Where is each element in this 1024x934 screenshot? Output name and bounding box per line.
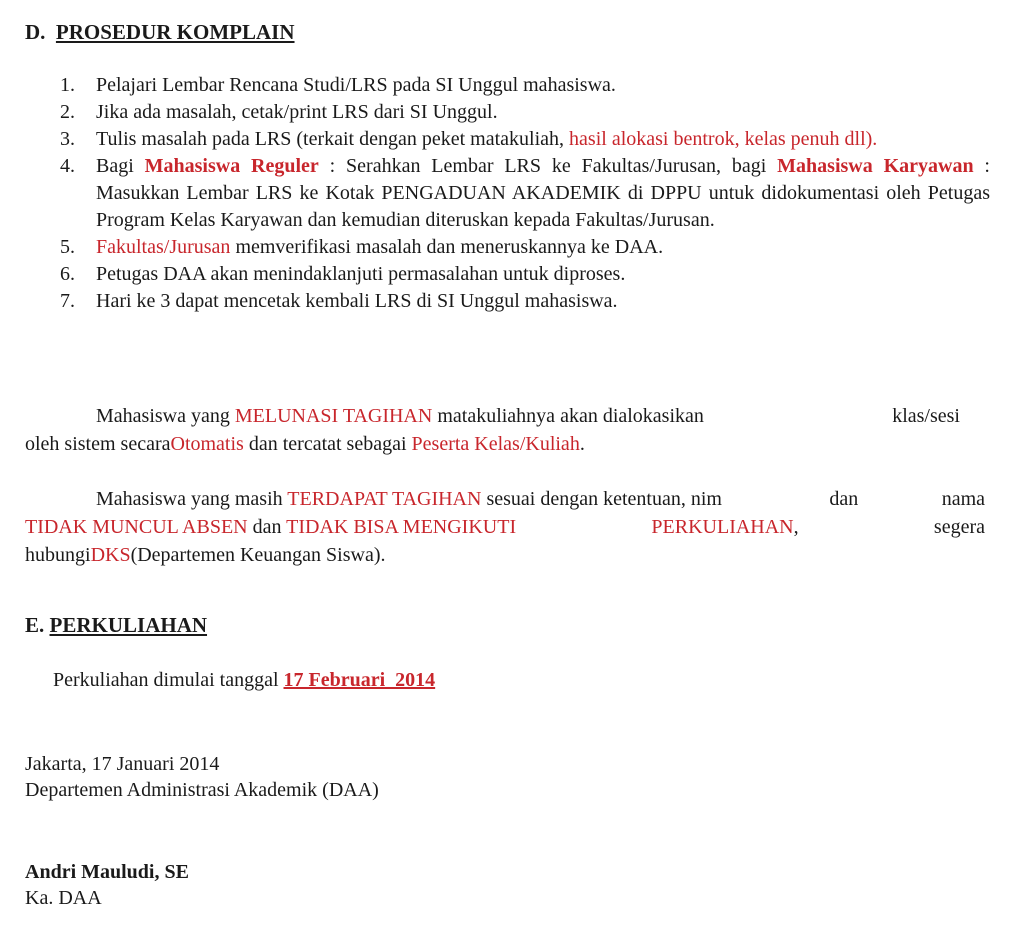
outstanding-bill-paragraph bbox=[25, 485, 985, 569]
paragraph-text: , bbox=[793, 516, 799, 538]
paragraph-line bbox=[25, 430, 985, 458]
section-d-letter: D. bbox=[25, 20, 46, 44]
paragraph-text: dan tercatat sebagai bbox=[248, 433, 407, 455]
regular-student-label: Mahasiswa Reguler bbox=[144, 155, 319, 177]
list-item-text: Hari ke 3 dapat mencetak kembali LRS di SI Unggul mahasiswa. bbox=[96, 290, 618, 312]
paragraph-segment bbox=[651, 513, 798, 541]
paragraph-text: oleh sistem secara bbox=[25, 433, 171, 455]
paid-tuition-highlight: MELUNASI TAGIHAN bbox=[234, 405, 433, 427]
place-date: Jakarta, 17 Januari 2014 bbox=[25, 753, 220, 775]
list-item bbox=[60, 234, 990, 261]
paragraph-segment bbox=[25, 513, 516, 541]
list-item-text: Petugas DAA akan menindaklanjuti permasalahan untuk diproses. bbox=[96, 263, 626, 285]
section-e-heading bbox=[25, 613, 207, 638]
cannot-attend-highlight: TIDAK BISA MENGIKUTI bbox=[286, 516, 517, 538]
list-item bbox=[60, 126, 990, 153]
paragraph-text: dan bbox=[247, 516, 287, 538]
paragraph-line bbox=[25, 402, 985, 430]
list-item-highlight: hasil alokasi bentrok, kelas penuh dll). bbox=[569, 128, 878, 150]
paragraph-text: Mahasiswa yang masih bbox=[96, 488, 288, 510]
list-item-text: Tulis masalah pada LRS (terkait dengan peket matakuliah, bbox=[96, 128, 570, 150]
list-item-number: 4. bbox=[60, 155, 75, 177]
list-item-text: Jika ada masalah, cetak/print LRS dari SI Unggul. bbox=[96, 101, 498, 123]
paragraph-text: hubungi bbox=[25, 544, 91, 566]
paragraph-text: (Departemen Keuangan Siswa). bbox=[130, 544, 386, 566]
paragraph-text: dan bbox=[829, 488, 859, 510]
paid-tuition-paragraph bbox=[25, 402, 985, 458]
list-item-highlight: Fakultas/Jurusan bbox=[96, 236, 231, 258]
lecture-highlight: PERKULIAHAN bbox=[651, 516, 794, 538]
paragraph-text: matakuliahnya akan dialokasikan bbox=[432, 405, 704, 427]
list-item-text: Bagi bbox=[96, 155, 145, 177]
section-d-title: PROSEDUR KOMPLAIN bbox=[55, 20, 295, 44]
list-item-number: 1. bbox=[60, 74, 75, 96]
paragraph-line bbox=[25, 485, 985, 513]
outstanding-bill-highlight: TERDAPAT TAGIHAN bbox=[287, 488, 482, 510]
list-item-number: 7. bbox=[60, 290, 75, 312]
paragraph-line bbox=[25, 541, 985, 569]
class-participant-highlight: Peserta Kelas/Kuliah bbox=[411, 433, 580, 455]
section-e-letter: E. bbox=[25, 613, 45, 637]
lecture-start-line bbox=[53, 669, 435, 692]
paragraph-text: Mahasiswa yang bbox=[96, 405, 235, 427]
lecture-start-date: 17 Februari 2014 bbox=[283, 669, 436, 691]
list-item bbox=[60, 99, 990, 126]
paragraph-text: klas/sesi bbox=[892, 405, 960, 427]
list-item-number: 6. bbox=[60, 263, 75, 285]
list-item bbox=[60, 153, 990, 234]
list-item bbox=[60, 261, 990, 288]
signatory-name: Andri Mauludi, SE bbox=[25, 861, 189, 883]
list-item-text: memverifikasi masalah dan meneruskannya ke DAA. bbox=[230, 236, 664, 258]
dks-highlight: DKS bbox=[90, 544, 131, 566]
lecture-start-text: Perkuliahan dimulai tanggal bbox=[53, 669, 284, 691]
automatic-highlight: Otomatis bbox=[170, 433, 244, 455]
complaint-procedure-list bbox=[60, 72, 990, 315]
paragraph-text: sesuai dengan ketentuan, nim bbox=[481, 488, 722, 510]
employee-student-label: Mahasiswa Karyawan bbox=[777, 155, 974, 177]
list-item bbox=[60, 72, 990, 99]
no-attendance-highlight: TIDAK MUNCUL ABSEN bbox=[25, 516, 248, 538]
section-d-heading bbox=[25, 20, 295, 45]
paragraph-text: nama bbox=[941, 488, 985, 510]
section-e-title: PERKULIAHAN bbox=[49, 613, 208, 637]
list-item bbox=[60, 288, 990, 315]
list-item-text: Pelajari Lembar Rencana Studi/LRS pada SI Unggul mahasiswa. bbox=[96, 74, 616, 96]
list-item-number: 3. bbox=[60, 128, 75, 150]
paragraph-segment bbox=[96, 485, 722, 513]
paragraph-text: segera bbox=[933, 516, 985, 538]
department-name: Departemen Administrasi Akademik (DAA) bbox=[25, 779, 379, 801]
paragraph-line bbox=[25, 513, 985, 541]
paragraph-text: . bbox=[579, 433, 585, 455]
list-item-number: 2. bbox=[60, 101, 75, 123]
list-item-text: : Serahkan Lembar LRS ke Fakultas/Jurusan, bagi bbox=[318, 155, 778, 177]
list-item-number: 5. bbox=[60, 236, 75, 258]
signatory-position: Ka. DAA bbox=[25, 887, 102, 909]
list-item-text: : Masukkan Lembar LRS ke Kotak PENGADUAN AKADEMIK di DPPU untuk didokumentasi oleh Petugas Program Kelas Karyawan dan kemudian diteruskan kepada Fakultas/Jurusan. bbox=[96, 155, 990, 231]
paragraph-segment bbox=[96, 402, 704, 430]
